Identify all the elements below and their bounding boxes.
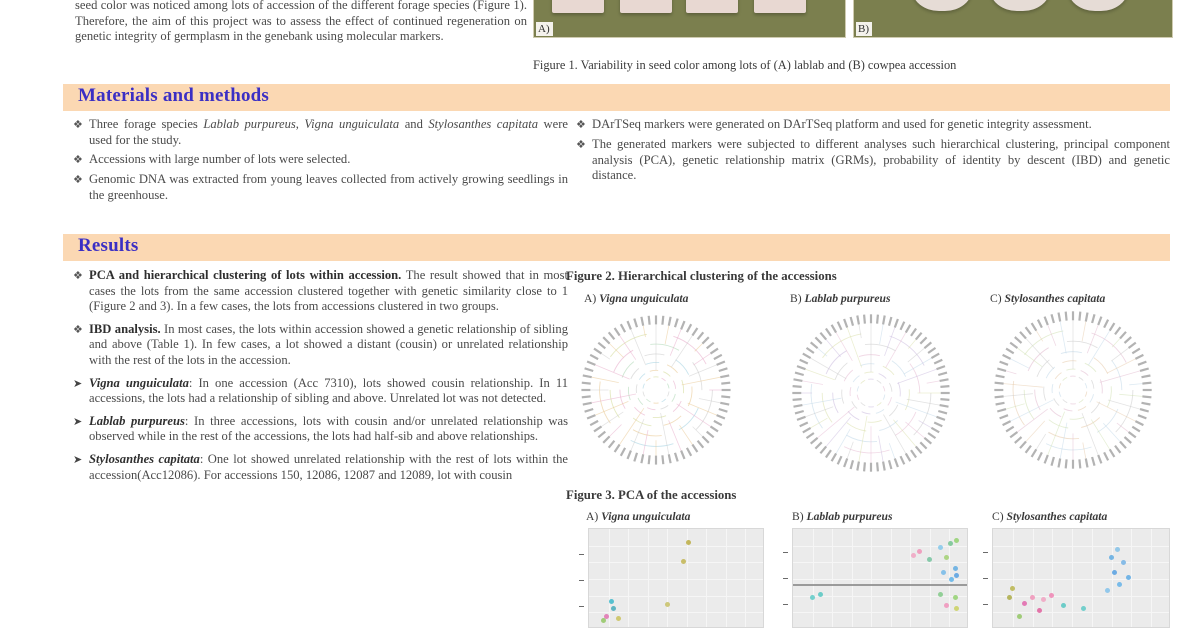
- figure1-panel-a: [533, 0, 846, 38]
- list-item: [63, 414, 568, 445]
- figure1-panel-b-tag: B): [856, 22, 872, 36]
- arrow-bullet-icon: ➤: [73, 377, 83, 390]
- list-item-text: [89, 452, 568, 483]
- list-item-text: [89, 414, 568, 445]
- list-item-body: In most cases, the lots within accession showed a genetic relationship of sibling and above (Table 1). In few cases, a lot showed a distant (cousin) or unrelated relationship with the rest of the lots in the accession.: [89, 321, 568, 367]
- figure3-title: Figure 3. PCA of the accessions: [566, 488, 737, 502]
- results-list: [63, 268, 568, 483]
- diamond-bullet-icon: ❖: [73, 323, 83, 336]
- list-item: [63, 172, 568, 203]
- list-item: [566, 117, 1170, 133]
- diamond-bullet-icon: ❖: [576, 119, 586, 131]
- pca-c-yaxis: [978, 548, 988, 628]
- figure2-dendrogram-stylosanthes: [988, 305, 1158, 475]
- list-item-text: [89, 376, 568, 407]
- figure1-panel-b: [853, 0, 1173, 38]
- list-item-text: [89, 322, 568, 369]
- list-item: [63, 268, 568, 315]
- list-item-lead: PCA and hierarchical clustering of lots within accession.: [89, 268, 402, 282]
- list-item-lead: Stylosanthes capitata: [89, 451, 200, 466]
- figure2-dendrogram-lablab: [786, 308, 956, 478]
- figure2-title: Figure 2. Hierarchical clustering of the accessions: [566, 269, 837, 283]
- list-item-text: Genomic DNA was extracted from young leaves collected from actively growing seedlings in the greenhouse.: [89, 172, 568, 202]
- diamond-bullet-icon: ❖: [73, 174, 83, 187]
- section-title-results: Results: [78, 235, 139, 256]
- figure1-images: [533, 0, 1173, 38]
- diamond-bullet-icon: ❖: [576, 139, 586, 151]
- list-item-body: : One lot showed unrelated relationship with the rest of lots within the accession(Acc12086). For accessions 150, 12086, 12087 and 12089, lot with cousin: [89, 451, 568, 482]
- pca-b-yaxis: [778, 548, 788, 628]
- intro-paragraph-block: [63, 0, 533, 45]
- section-band-materials-and-methods: [63, 84, 1170, 111]
- figure2-panel-c-label: C) Stylosanthes capitata: [990, 292, 1106, 305]
- pca-a-yaxis: [574, 548, 584, 628]
- intro-paragraph: seed color was noticed among lots of accession of the different forage species (Figure 1). Therefore, the aim of this project was to assess the effect of continued regeneration on genetic integrity of germplasm in the genebank using molecular markers.: [75, 0, 527, 44]
- methods-right-list: [566, 117, 1170, 184]
- list-item: [63, 117, 568, 148]
- arrow-bullet-icon: ➤: [73, 415, 83, 428]
- list-item-text: [89, 268, 568, 315]
- figure3-panel-c-label: C) Stylosanthes capitata: [992, 510, 1108, 523]
- arrow-bullet-icon: ➤: [73, 453, 83, 466]
- section-band-results: [63, 234, 1170, 261]
- figure1-panel-a-tag: A): [536, 22, 553, 36]
- list-item: [63, 376, 568, 407]
- figure2-panel-a-label: A) Vigna unguiculata: [584, 292, 689, 305]
- list-item-lead: Lablab purpureus: [89, 413, 185, 428]
- list-item-body: The result showed that in most cases the lots from the same accession clustered together with genetic similarity close to 1 (Figure 2 and 3). In a few cases, the lots from accessions clustered in two groups.: [89, 268, 569, 314]
- list-item-body: : In three accessions, lots with cousin and/or unrelated relationship was observed while in the rest of the accessions, the lots had half-sib and above relationships.: [89, 413, 568, 444]
- figure2-dendrogram-vigna: [576, 310, 736, 470]
- list-item-lead: IBD analysis.: [89, 321, 161, 336]
- section-title-materials-and-methods: Materials and methods: [78, 85, 270, 106]
- methods-left-list: [63, 117, 568, 203]
- list-item: [63, 152, 568, 168]
- figure3-panel-a-label: A) Vigna unguiculata: [586, 510, 691, 523]
- list-item: [63, 322, 568, 369]
- figure3-pca-stylosanthes: [992, 528, 1170, 628]
- figure1-caption: Figure 1. Variability in seed color among lots of (A) lablab and (B) cowpea accession: [533, 58, 957, 72]
- list-item-body: : In one accession (Acc 7310), lots showed cousin relationship. In 11 accessions, the lots had a relationship of sibling and above. Unrelated lot was not detected.: [89, 375, 568, 406]
- list-item-lead: Vigna unguiculata: [89, 375, 189, 390]
- list-item-text: Three forage species Lablab purpureus, Vigna unguiculata and Stylosanthes capitata were used for the study.: [89, 117, 569, 147]
- diamond-bullet-icon: ❖: [73, 119, 83, 131]
- methods-left-column: [63, 117, 568, 207]
- list-item-text: Accessions with large number of lots were selected.: [89, 152, 351, 167]
- list-item: [63, 452, 568, 483]
- list-item-text: DArTSeq markers were generated on DArTSeq platform and used for genetic integrity assessment.: [592, 117, 1092, 131]
- results-column: [63, 268, 568, 487]
- methods-right-column: [566, 117, 1170, 188]
- diamond-bullet-icon: ❖: [73, 154, 83, 167]
- figure2-panel-b-label: B) Lablab purpureus: [790, 292, 891, 305]
- list-item-text: The generated markers were subjected to different analyses such hierarchical clustering, principal component analysis (PCA), genetic relationship matrix (GRMs), probability of identity by descent (IBD) and genetic distance.: [592, 137, 1170, 183]
- list-item: [566, 137, 1170, 184]
- figure3-pca-vigna: [588, 528, 764, 628]
- diamond-bullet-icon: ❖: [73, 270, 83, 282]
- figure3-panel-b-label: B) Lablab purpureus: [792, 510, 893, 523]
- figure3-pca-lablab: [792, 528, 968, 628]
